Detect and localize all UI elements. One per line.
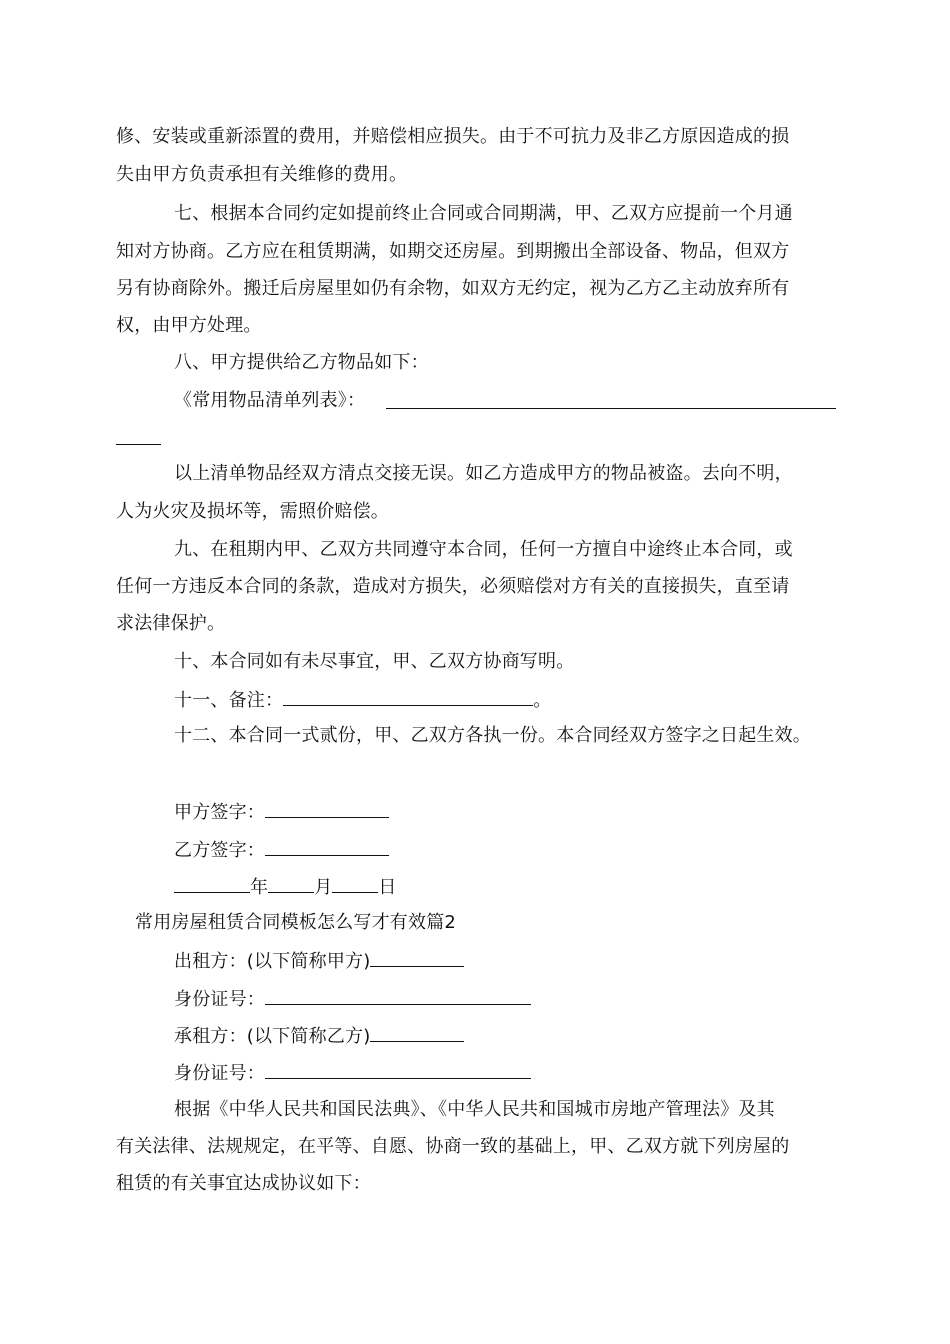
clause-12-line: 十二、本合同一式贰份，甲、乙双方各执一份。本合同经双方签字之日起生效。	[174, 725, 811, 746]
paragraph-line: 租赁的有关事宜达成协议如下：	[116, 1173, 371, 1194]
month-label: 月	[314, 877, 333, 898]
remarks-blank	[283, 687, 533, 706]
lessee-label: 承租方：(以下简称乙方)	[174, 1026, 371, 1047]
day-blank	[332, 874, 378, 893]
clause-9-line: 九、在租期内甲、乙双方共同遵守本合同，任何一方擅自中途终止本合同，或	[174, 539, 793, 560]
remarks-label: 十一、备注：	[174, 690, 284, 711]
section-title: 常用房屋租赁合同模板怎么写才有效篇2	[135, 912, 457, 933]
party-b-signature-label: 乙方签字：	[174, 840, 265, 861]
party-a-signature	[174, 799, 389, 825]
paragraph-line: 任何一方违反本合同的条款，造成对方损失，必须赔偿对方有关的直接损失，直至请	[116, 576, 790, 597]
lessor-line	[174, 948, 464, 974]
paragraph-line: 求法律保护。	[116, 613, 226, 634]
party-a-signature-blank	[265, 799, 389, 818]
lessor-id-label: 身份证号：	[174, 989, 265, 1010]
paragraph-line: 另有协商除外。搬迁后房屋里如仍有余物，如双方无约定，视为乙方乙主动放弃所有	[116, 278, 790, 299]
party-b-signature-blank	[265, 837, 389, 856]
paragraph-line: 修、安装或重新添置的费用，并赔偿相应损失。由于不可抗力及非乙方原因造成的损	[116, 126, 790, 147]
clause-7-line: 七、根据本合同约定如提前终止合同或合同期满，甲、乙双方应提前一个月通	[174, 203, 793, 224]
preamble-line: 根据《中华人民共和国民法典》、《中华人民共和国城市房地产管理法》及其	[174, 1099, 775, 1120]
paragraph-line: 人为火灾及损坏等，需照价赔偿。	[116, 501, 389, 522]
paragraph-line: 有关法律、法规规定，在平等、自愿、协商一致的基础上，甲、乙双方就下列房屋的	[116, 1136, 790, 1157]
month-blank	[268, 874, 314, 893]
item-list-label	[174, 389, 365, 413]
lessee-line	[174, 1023, 464, 1049]
party-a-signature-label: 甲方签字：	[174, 802, 265, 823]
lessor-id-line	[174, 986, 531, 1012]
paragraph-line: 权，由甲方处理。	[116, 315, 262, 336]
lessee-blank	[370, 1023, 464, 1042]
lessor-blank	[370, 948, 464, 967]
signing-date	[174, 874, 397, 900]
clause-10-line: 十、本合同如有未尽事宜，甲、乙双方协商写明。	[174, 651, 575, 672]
item-list-blank-line-continued	[116, 444, 161, 445]
year-blank	[174, 874, 250, 893]
clause-8-line: 八、甲方提供给乙方物品如下：	[174, 352, 429, 373]
year-label: 年	[250, 877, 269, 898]
party-b-signature	[174, 837, 389, 863]
lessee-id-blank	[265, 1060, 531, 1079]
lessee-id-line	[174, 1060, 531, 1086]
paragraph-line: 知对方协商。乙方应在租赁期满，如期交还房屋。到期搬出全部设备、物品，但双方	[116, 241, 790, 262]
clause-11-line	[174, 687, 551, 713]
paragraph-line: 失由甲方负责承担有关维修的费用。	[116, 164, 408, 185]
day-label: 日	[378, 877, 397, 898]
lessee-id-label: 身份证号：	[174, 1063, 265, 1084]
paragraph-line: 以上清单物品经双方清点交接无误。如乙方造成甲方的物品被盗。去向不明，	[174, 463, 793, 484]
remarks-end: 。	[533, 690, 552, 711]
lessor-id-blank	[265, 986, 531, 1005]
item-list-blank-line	[386, 408, 836, 409]
lessor-label: 出租方：(以下简称甲方)	[174, 951, 371, 972]
item-list-text: 《常用物品清单列表》：	[174, 390, 366, 411]
